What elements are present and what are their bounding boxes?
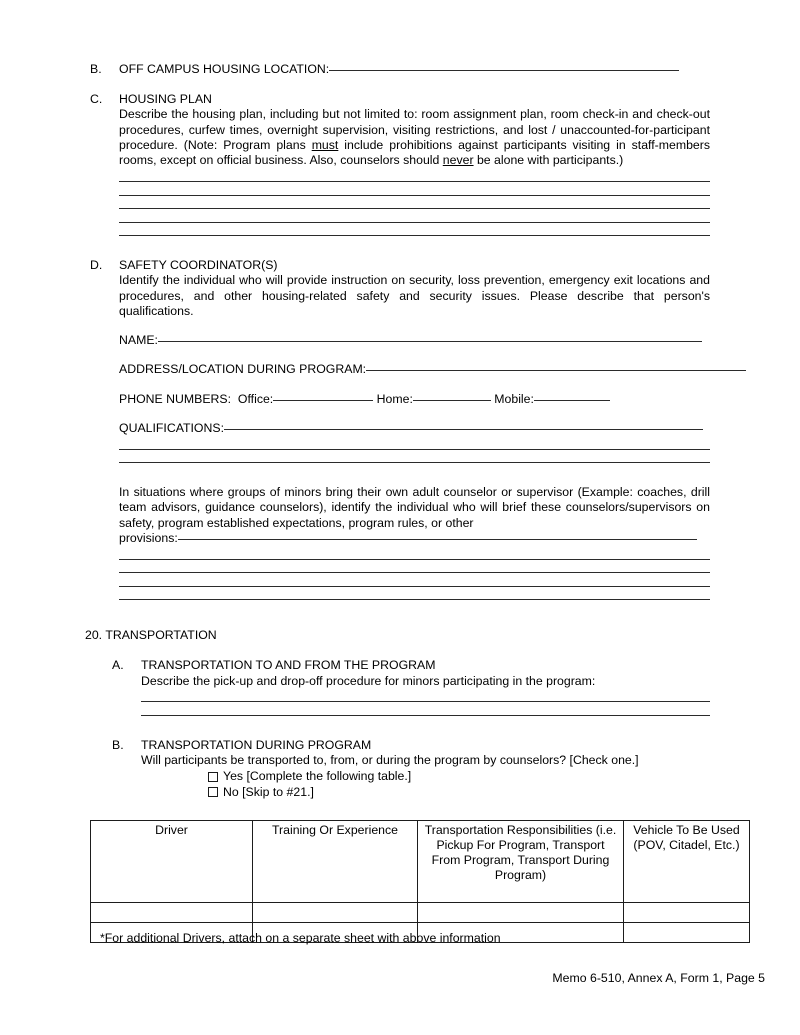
provisions-label: provisions: xyxy=(119,530,178,545)
section-20b-transportation-during xyxy=(112,738,710,800)
address-label: ADDRESS/LOCATION DURING PROGRAM: xyxy=(119,362,367,377)
driver-table xyxy=(90,820,750,943)
checkbox-icon-yes[interactable] xyxy=(208,772,218,782)
phone-home-label: Home: xyxy=(376,391,413,406)
section-c-body xyxy=(119,107,710,168)
provisions-fill-line[interactable] xyxy=(178,539,697,540)
blank-line[interactable] xyxy=(119,181,710,182)
qualifications-blank-lines xyxy=(119,449,710,464)
section-c-emphasis-never: never xyxy=(442,153,474,168)
blank-line[interactable] xyxy=(119,572,710,573)
blank-line[interactable] xyxy=(119,559,710,560)
section-20a-transportation-to-from xyxy=(112,658,710,716)
section-20-heading-row xyxy=(85,628,710,643)
counselor-brief-text: In situations where groups of minors bring their own adult counselor or supervisor (Example: coaches, drill team advisors, guidance counselors), identify the individual who will brief these counselors/supervisors on safety, program established expectations, program rules, or other xyxy=(119,485,710,530)
checkbox-icon-no[interactable] xyxy=(208,787,218,797)
spacer xyxy=(90,716,710,738)
blank-line[interactable] xyxy=(119,586,710,587)
name-fill-line[interactable] xyxy=(158,341,702,342)
cell-driver[interactable] xyxy=(91,903,253,923)
address-field-row xyxy=(119,362,710,377)
table-header-vehicle: Vehicle To Be Used (POV, Citadel, Etc.) xyxy=(624,821,750,903)
spacer xyxy=(90,77,710,92)
spacer xyxy=(90,600,710,622)
phone-mobile-fill-line[interactable] xyxy=(534,400,610,401)
section-c-emphasis-must: must xyxy=(311,138,339,152)
checkbox-row-no[interactable] xyxy=(208,785,710,800)
phone-numbers-row xyxy=(119,392,710,407)
section-20-transportation xyxy=(85,628,710,799)
checkbox-label-no: No [Skip to #21.] xyxy=(223,784,314,799)
table-row[interactable] xyxy=(91,903,750,923)
qualifications-label: QUALIFICATIONS: xyxy=(119,420,224,435)
table-header-row xyxy=(91,821,750,903)
section-20b-heading: TRANSPORTATION DURING PROGRAM xyxy=(141,737,372,752)
provisions-blank-lines xyxy=(119,559,710,601)
address-fill-line[interactable] xyxy=(366,370,746,371)
driver-table-head xyxy=(91,821,750,903)
form-body xyxy=(85,62,710,800)
section-b-heading xyxy=(119,62,710,77)
transport-check-one-group xyxy=(208,769,710,799)
spacer xyxy=(90,643,710,658)
blank-line[interactable] xyxy=(119,235,710,236)
section-b-label: OFF CAMPUS HOUSING LOCATION: xyxy=(119,62,330,76)
blank-line[interactable] xyxy=(119,208,710,209)
section-c-housing-plan xyxy=(90,92,710,236)
name-field-row xyxy=(119,333,710,348)
section-20-number: 20. xyxy=(85,628,103,643)
qualifications-fill-line[interactable] xyxy=(224,429,703,430)
section-d-body: Identify the individual who will provide instruction on security, loss prevention, emergency exit locations and procedures, and other housing-related safety and security issues. Please describe that person's qualifications. xyxy=(119,273,710,318)
name-label: NAME: xyxy=(119,333,158,348)
qualifications-row xyxy=(119,421,710,436)
phone-mobile-label: Mobile: xyxy=(494,391,534,406)
section-b-off-campus-housing xyxy=(90,62,710,77)
section-20a-heading: TRANSPORTATION TO AND FROM THE PROGRAM xyxy=(141,658,436,673)
phone-office-fill-line[interactable] xyxy=(273,400,373,401)
page-footer: Memo 6-510, Annex A, Form 1, Page 5 xyxy=(552,971,765,985)
blank-line[interactable] xyxy=(141,701,710,702)
section-d-safety-coordinator xyxy=(90,258,710,600)
blank-line[interactable] xyxy=(119,222,710,223)
section-c-body-part3: be alone with participants.) xyxy=(473,153,624,168)
table-header-responsibilities: Transportation Responsibilities (i.e. Pickup For Program, Transport From Program, Transport During Program) xyxy=(418,821,624,903)
checkbox-label-yes: Yes [Complete the following table.] xyxy=(223,769,412,784)
blank-line[interactable] xyxy=(119,449,710,450)
section-20a-body: Describe the pick-up and drop-off procedure for minors participating in the program: xyxy=(141,673,596,688)
section-20b-body: Will participants be transported to, from, or during the program by counselors? [Check one.] xyxy=(141,753,639,768)
counselor-brief-paragraph xyxy=(119,485,710,531)
section-b-marker: B. xyxy=(90,62,102,76)
driver-table-note: *For additional Drivers, attach on a separate sheet with above information xyxy=(100,931,501,945)
blank-line[interactable] xyxy=(119,195,710,196)
section-c-blank-lines xyxy=(119,181,710,236)
section-c-marker: C. xyxy=(90,92,103,107)
section-d-heading: SAFETY COORDINATOR(S) xyxy=(119,258,278,273)
blank-line[interactable] xyxy=(141,715,710,716)
provisions-row xyxy=(119,531,710,546)
off-campus-location-fill-line[interactable] xyxy=(329,70,679,71)
section-c-heading: HOUSING PLAN xyxy=(119,92,212,107)
section-20a-marker: A. xyxy=(112,658,124,673)
cell-training[interactable] xyxy=(253,903,418,923)
cell-vehicle[interactable] xyxy=(624,903,750,923)
cell-vehicle[interactable] xyxy=(624,923,750,943)
phone-home-fill-line[interactable] xyxy=(413,400,491,401)
section-20a-blank-lines xyxy=(141,701,710,716)
spacer xyxy=(119,463,710,485)
section-d-marker: D. xyxy=(90,258,103,273)
spacer xyxy=(90,236,710,258)
blank-line[interactable] xyxy=(119,599,710,600)
phone-numbers-label: PHONE NUMBERS: xyxy=(119,391,232,406)
section-c-body-part1: Describe the housing plan, including but not limited to: room assignment plan, room check-in and check-out procedures, curfew times, overnight supervision, visiting restrictions, and lost / unaccounted-for-participant procedure. (Note: Program plans xyxy=(119,107,710,152)
section-20-heading: TRANSPORTATION xyxy=(105,628,217,643)
phone-office-label: Office: xyxy=(237,391,274,406)
cell-responsibilities[interactable] xyxy=(418,903,624,923)
table-header-training: Training Or Experience xyxy=(253,821,418,903)
section-20b-marker: B. xyxy=(112,737,124,752)
checkbox-row-yes[interactable] xyxy=(208,769,710,784)
section-c-body-part2: include prohibitions against participants visiting in staff-members rooms, except on official business. Also, counselors should xyxy=(119,138,710,168)
table-header-driver: Driver xyxy=(91,821,253,903)
driver-table-wrapper xyxy=(90,820,740,943)
